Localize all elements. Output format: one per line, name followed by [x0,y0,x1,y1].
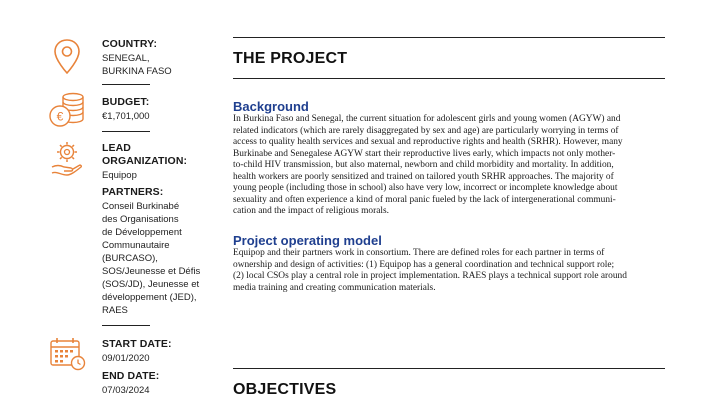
background-line: sexuality and often experience a kind of moral panic fueled by the lack of intergenerational communi- [233,194,616,205]
background-line: young people (including those in school) also have very low, incorrect or incomplete knowledge about [233,183,618,193]
partners-line: développement (JED), [102,292,197,303]
euro-coins-icon [48,91,88,129]
partners-line: des Organisations [102,214,179,225]
partners-line: (BURCASO), [102,253,158,264]
sidebar-divider [102,325,150,326]
lead-organization-label-line2: ORGANIZATION: [102,155,188,167]
partners-line: Communautaire [102,240,170,251]
operating-model-line: Equipop and their partners work in consortium. There are defined roles for each partner in terms of [233,248,605,258]
partners-line: (SOS/JD), Jeunesse et [102,279,200,290]
operating-model-line: ownership and design of activities: (1) Equipop has a general coordination and technical support role; [233,259,615,270]
calendar-icon [49,336,87,372]
partners-line: Conseil Burkinabé [102,201,180,212]
end-date-label: END DATE: [102,370,160,382]
partners-line: SOS/Jeunesse et Défis [102,266,201,277]
background-line: health workers are poorly sensitized and trained on tailored youth SRHR approaches. The majority of [233,171,614,182]
objectives-top-rule [233,368,665,369]
section-bottom-rule [233,78,665,79]
country-value-line2: BURKINA FASO [102,66,172,77]
background-line: to-child HIV transmission, but also maternal, newborn and child morbidity and mortality. In addition, [233,160,614,170]
svg-text:€: € [56,109,64,124]
background-heading: Background [233,99,309,114]
partners-line: de Développement [102,227,182,238]
background-line: cation and the impact of religious morals. [233,206,389,216]
operating-model-line: media training and creating communication materials. [233,282,436,293]
page-title: THE PROJECT [233,50,348,67]
start-date-label: START DATE: [102,338,172,350]
background-line: related indicators (which are rarely disaggregated by sex and age) are particularly worrying in terms of [233,125,619,136]
partners-label: PARTNERS: [102,186,164,198]
partners-line: RAES [102,305,128,316]
background-line: Burkinabe and Senegalese AGYW start their reproductive lives early, which impacts not only mother- [233,148,616,159]
country-value-line1: SENEGAL, [102,53,150,64]
operating-model-line: (2) local CSOs play a central role in project implementation. RAES plays a technical support role around [233,271,627,281]
end-date-value: 07/03/2024 [102,385,150,396]
sidebar-divider [102,131,150,132]
section-top-rule [233,37,665,38]
start-date-value: 09/01/2020 [102,353,150,364]
budget-label: BUDGET: [102,96,150,108]
budget-value: €1,701,000 [102,111,150,122]
operating-model-heading: Project operating model [233,233,382,248]
map-pin-icon [52,38,82,76]
lead-organization-label-line1: LEAD [102,142,131,154]
lead-organization-value: Equipop [102,170,137,181]
background-line: access to quality health services and sexual and reproductive rights and health (SRHR). However, many [233,137,623,147]
objectives-title: OBJECTIVES [233,381,337,398]
sidebar-divider [102,84,150,85]
background-line: In Burkina Faso and Senegal, the current situation for adolescent girls and young women (AGYW) and [233,114,621,124]
gear-hand-icon [49,140,85,178]
country-label: COUNTRY: [102,38,158,50]
